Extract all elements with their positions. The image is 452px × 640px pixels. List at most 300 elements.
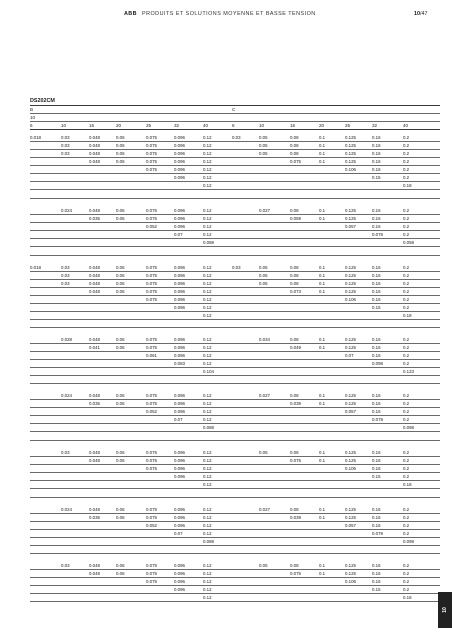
- table-cell: 0.05: [259, 450, 268, 455]
- table-cell: 0.048: [89, 159, 100, 164]
- table-cell: 0.075: [146, 216, 157, 221]
- table-cell: 0.16: [372, 401, 381, 406]
- table-cell: 0.1: [319, 393, 326, 398]
- table-cell: 0.024: [61, 393, 72, 398]
- side-tab[interactable]: [438, 592, 452, 628]
- table-cell: 0.12: [203, 579, 212, 584]
- table-cell: 0.05: [259, 265, 268, 270]
- table-cell: 0.088: [203, 539, 214, 544]
- table-cell: 0.048: [89, 281, 100, 286]
- page-total: /47: [420, 11, 428, 17]
- amp-rule: [30, 121, 440, 122]
- table-cell: 0.08: [290, 563, 299, 568]
- table-cell: 0.075: [146, 571, 157, 576]
- row-rule: [30, 480, 440, 481]
- table-cell: 0.12: [203, 183, 212, 188]
- table-cell: 0.16: [372, 273, 381, 278]
- table-cell: 0.16: [372, 393, 381, 398]
- table-cell: 0.08: [290, 281, 299, 286]
- page-header: [0, 11, 452, 21]
- table-cell: 0.2: [403, 151, 410, 156]
- table-cell: 0.06: [116, 143, 125, 148]
- brand-logo: ABB: [124, 11, 137, 17]
- table-cell: 0.125: [345, 515, 356, 520]
- table-cell: 0.1: [319, 458, 326, 463]
- table-cell: 0.073: [290, 289, 301, 294]
- table-cell: 0.06: [116, 289, 125, 294]
- table-cell: 0.16: [372, 208, 381, 213]
- table-cell: 0.03: [232, 135, 241, 140]
- table-cell: 0.075: [290, 571, 301, 576]
- table-cell: 0.12: [203, 523, 212, 528]
- table-cell: 0.07: [345, 353, 354, 358]
- row-rule: [30, 222, 440, 223]
- table-cell: 0.12: [203, 297, 212, 302]
- table-cell: 0.1: [319, 208, 326, 213]
- table-cell: 0.125: [345, 571, 356, 576]
- table-cell: 0.027: [259, 507, 270, 512]
- table-cell: 0.096: [174, 224, 185, 229]
- table-cell: 0.075: [146, 401, 157, 406]
- table-cell: 0.075: [146, 345, 157, 350]
- table-cell: 0.06: [116, 571, 125, 576]
- column-header: 40: [203, 123, 209, 128]
- table-cell: 0.06: [116, 401, 125, 406]
- table-cell: 0.096: [174, 353, 185, 358]
- table-cell: 0.034: [259, 337, 270, 342]
- row-rule: [30, 295, 440, 296]
- table-cell: 0.096: [174, 297, 185, 302]
- table-cell: 0.08: [290, 273, 299, 278]
- table-cell: 0.2: [403, 345, 410, 350]
- table-cell: 0.2: [403, 507, 410, 512]
- table-cell: 0.2: [403, 417, 410, 422]
- table-cell: 0.088: [203, 240, 214, 245]
- table-cell: 0.06: [116, 216, 125, 221]
- table-cell: 0.12: [203, 353, 212, 358]
- column-header: 16: [89, 123, 95, 128]
- table-cell: 0.088: [203, 425, 214, 430]
- table-cell: 0.08: [290, 337, 299, 342]
- amp-label: 10: [30, 115, 36, 120]
- table-cell: 0.048: [89, 458, 100, 463]
- table-cell: 0.078: [372, 417, 383, 422]
- section-gap-rule: [30, 497, 440, 498]
- table-cell: 0.075: [146, 507, 157, 512]
- table-cell: 0.096: [174, 265, 185, 270]
- table-cell: 0.03: [61, 563, 70, 568]
- table-cell: 0.12: [203, 571, 212, 576]
- table-cell: 0.096: [174, 151, 185, 156]
- table-cell: 0.06: [116, 208, 125, 213]
- table-cell: 0.096: [174, 579, 185, 584]
- table-cell: 0.075: [146, 563, 157, 568]
- table-cell: 0.123: [403, 369, 414, 374]
- table-cell: 0.052: [146, 224, 157, 229]
- table-cell: 0.06: [116, 563, 125, 568]
- table-cell: 0.16: [372, 297, 381, 302]
- table-cell: 0.1: [319, 135, 326, 140]
- row-rule: [30, 141, 440, 142]
- table-cell: 0.057: [345, 409, 356, 414]
- table-cell: 0.12: [203, 273, 212, 278]
- row-rule: [30, 585, 440, 586]
- table-cell: 0.12: [203, 474, 212, 479]
- page-number: [414, 11, 428, 17]
- table-cell: 0.06: [116, 393, 125, 398]
- table-cell: 0.06: [116, 265, 125, 270]
- table-cell: 0.16: [372, 224, 381, 229]
- table-cell: 0.048: [89, 393, 100, 398]
- table-cell: 0.125: [345, 216, 356, 221]
- table-cell: 0.096: [174, 587, 185, 592]
- table-cell: 0.048: [89, 208, 100, 213]
- table-cell: 0.125: [345, 135, 356, 140]
- table-cell: 0.075: [146, 579, 157, 584]
- table-cell: 0.096: [174, 345, 185, 350]
- row-rule: [30, 431, 440, 432]
- table-cell: 0.096: [174, 393, 185, 398]
- table-cell: 0.16: [372, 159, 381, 164]
- table-cell: 0.096: [174, 135, 185, 140]
- column-header: 40: [403, 123, 409, 128]
- section-gap-rule: [30, 440, 440, 441]
- table-cell: 0.08: [290, 265, 299, 270]
- table-cell: 0.1: [319, 450, 326, 455]
- table-cell: 0.12: [203, 208, 212, 213]
- row-rule: [30, 529, 440, 530]
- section-gap-rule: [30, 383, 440, 384]
- table-cell: 0.2: [403, 297, 410, 302]
- table-cell: 0.12: [203, 531, 212, 536]
- table-cell: 0.12: [203, 289, 212, 294]
- table-cell: 0.075: [146, 450, 157, 455]
- table-cell: 0.2: [403, 401, 410, 406]
- table-cell: 0.16: [372, 281, 381, 286]
- table-cell: 0.2: [403, 409, 410, 414]
- table-cell: 0.106: [345, 297, 356, 302]
- table-cell: 0.2: [403, 265, 410, 270]
- table-cell: 0.06: [116, 273, 125, 278]
- table-cell: 0.2: [403, 208, 410, 213]
- table-cell: 0.048: [89, 151, 100, 156]
- table-cell: 0.2: [403, 175, 410, 180]
- table-cell: 0.035: [89, 515, 100, 520]
- table-cell: 0.12: [203, 175, 212, 180]
- table-cell: 0.03: [61, 151, 70, 156]
- row-rule: [30, 230, 440, 231]
- table-cell: 0.12: [203, 313, 212, 318]
- row-rule: [30, 456, 440, 457]
- table-cell: 0.18: [403, 595, 412, 600]
- table-cell: 0.1: [319, 281, 326, 286]
- table-cell: 0.07: [174, 232, 183, 237]
- table-cell: 0.12: [203, 393, 212, 398]
- table-cell: 0.1: [319, 507, 326, 512]
- column-header: 20: [116, 123, 122, 128]
- table-cell: 0.16: [372, 337, 381, 342]
- table-cell: 0.12: [203, 563, 212, 568]
- table-cell: 0.12: [203, 216, 212, 221]
- row-rule: [30, 157, 440, 158]
- group-c-label: C: [232, 107, 236, 112]
- row-rule: [30, 601, 440, 602]
- column-header: 32: [372, 123, 378, 128]
- table-cell: 0.075: [146, 151, 157, 156]
- row-rule: [30, 537, 440, 538]
- table-cell: 0.035: [89, 401, 100, 406]
- table-cell: 0.08: [290, 135, 299, 140]
- table-cell: 0.12: [203, 595, 212, 600]
- table-cell: 0.1: [319, 273, 326, 278]
- table-cell: 0.1: [319, 337, 326, 342]
- table-cell: 0.2: [403, 337, 410, 342]
- table-cell: 0.08: [290, 507, 299, 512]
- table-cell: 0.08: [290, 450, 299, 455]
- table-cell: 0.05: [259, 273, 268, 278]
- table-cell: 0.096: [174, 305, 185, 310]
- table-cell: 0.125: [345, 458, 356, 463]
- table-cell: 0.096: [174, 273, 185, 278]
- table-cell: 0.096: [174, 450, 185, 455]
- row-rule: [30, 367, 440, 368]
- table-cell: 0.096: [174, 143, 185, 148]
- table-cell: 0.075: [146, 281, 157, 286]
- table-cell: 0.2: [403, 458, 410, 463]
- table-cell: 0.2: [403, 135, 410, 140]
- table-cell: 0.06: [116, 458, 125, 463]
- table-cell: 0.2: [403, 159, 410, 164]
- table-cell: 0.018: [30, 135, 41, 140]
- table-cell: 0.2: [403, 523, 410, 528]
- table-cell: 0.06: [116, 281, 125, 286]
- row-rule: [30, 279, 440, 280]
- table-cell: 0.18: [403, 313, 412, 318]
- table-cell: 0.2: [403, 450, 410, 455]
- table-cell: 0.041: [89, 345, 100, 350]
- section-gap-rule: [30, 255, 440, 256]
- table-cell: 0.075: [146, 208, 157, 213]
- table-cell: 0.03: [61, 265, 70, 270]
- table-cell: 0.2: [403, 571, 410, 576]
- table-cell: 0.059: [290, 216, 301, 221]
- table-cell: 0.16: [372, 450, 381, 455]
- table-cell: 0.096: [174, 281, 185, 286]
- table-cell: 0.075: [146, 265, 157, 270]
- table-cell: 0.12: [203, 305, 212, 310]
- table-cell: 0.2: [403, 579, 410, 584]
- table-cell: 0.2: [403, 361, 410, 366]
- table-cell: 0.024: [61, 507, 72, 512]
- table-cell: 0.1: [319, 571, 326, 576]
- table-cell: 0.057: [345, 523, 356, 528]
- table-cell: 0.106: [345, 579, 356, 584]
- row-rule: [30, 407, 440, 408]
- table-cell: 0.12: [203, 281, 212, 286]
- table-cell: 0.12: [203, 151, 212, 156]
- table-cell: 0.1: [319, 265, 326, 270]
- table-cell: 0.075: [146, 337, 157, 342]
- table-cell: 0.106: [345, 167, 356, 172]
- table-cell: 0.16: [372, 571, 381, 576]
- table-cell: 0.083: [174, 361, 185, 366]
- table-cell: 0.075: [146, 135, 157, 140]
- table-cell: 0.024: [61, 208, 72, 213]
- table-cell: 0.12: [203, 232, 212, 237]
- table-cell: 0.2: [403, 353, 410, 358]
- table-cell: 0.048: [89, 135, 100, 140]
- table-cell: 0.075: [290, 159, 301, 164]
- table-cell: 0.096: [174, 563, 185, 568]
- row-rule: [30, 472, 440, 473]
- table-cell: 0.2: [403, 474, 410, 479]
- page-current: 10: [414, 11, 420, 17]
- table-cell: 0.16: [372, 345, 381, 350]
- table-cell: 0.096: [174, 523, 185, 528]
- table-cell: 0.075: [146, 143, 157, 148]
- table-cell: 0.2: [403, 563, 410, 568]
- table-cell: 0.028: [61, 337, 72, 342]
- table-cell: 0.12: [203, 265, 212, 270]
- table-cell: 0.16: [372, 167, 381, 172]
- table-cell: 0.2: [403, 515, 410, 520]
- table-cell: 0.057: [345, 224, 356, 229]
- product-code: DS202CM: [30, 98, 55, 104]
- table-cell: 0.2: [403, 232, 410, 237]
- table-cell: 0.078: [372, 531, 383, 536]
- table-cell: 0.12: [203, 417, 212, 422]
- table-cell: 0.16: [372, 409, 381, 414]
- table-cell: 0.1: [319, 143, 326, 148]
- table-cell: 0.096: [174, 515, 185, 520]
- group-b-label: B: [30, 107, 34, 112]
- table-cell: 0.08: [290, 208, 299, 213]
- table-cell: 0.096: [174, 466, 185, 471]
- table-cell: 0.03: [61, 450, 70, 455]
- table-cell: 0.075: [146, 393, 157, 398]
- table-cell: 0.125: [345, 151, 356, 156]
- table-cell: 0.125: [345, 265, 356, 270]
- table-cell: 0.12: [203, 409, 212, 414]
- table-cell: 0.2: [403, 393, 410, 398]
- table-cell: 0.12: [203, 482, 212, 487]
- table-cell: 0.096: [174, 159, 185, 164]
- table-cell: 0.2: [403, 531, 410, 536]
- table-cell: 0.03: [232, 265, 241, 270]
- table-cell: 0.2: [403, 466, 410, 471]
- table-cell: 0.075: [146, 458, 157, 463]
- table-cell: 0.1: [319, 345, 326, 350]
- section-gap-rule: [30, 198, 440, 199]
- table-cell: 0.096: [174, 507, 185, 512]
- table-cell: 0.2: [403, 167, 410, 172]
- table-cell: 0.15: [372, 587, 381, 592]
- table-cell: 0.125: [345, 159, 356, 164]
- section-gap-rule: [30, 553, 440, 554]
- table-cell: 0.048: [89, 337, 100, 342]
- table-cell: 0.125: [345, 289, 356, 294]
- header-title: PRODUITS ET SOLUTIONS MOYENNE ET BASSE TENSION: [142, 11, 316, 17]
- table-cell: 0.16: [372, 289, 381, 294]
- table-cell: 0.2: [403, 289, 410, 294]
- row-rule: [30, 359, 440, 360]
- table-cell: 0.1: [319, 151, 326, 156]
- table-cell: 0.096: [174, 216, 185, 221]
- table-cell: 0.075: [146, 515, 157, 520]
- table-cell: 0.16: [372, 151, 381, 156]
- row-rule: [30, 287, 440, 288]
- table-cell: 0.2: [403, 281, 410, 286]
- table-cell: 0.048: [89, 563, 100, 568]
- row-rule: [30, 375, 440, 376]
- table-top-rule: [30, 105, 440, 106]
- table-cell: 0.12: [203, 143, 212, 148]
- table-cell: 0.075: [290, 458, 301, 463]
- row-rule: [30, 351, 440, 352]
- row-rule: [30, 577, 440, 578]
- table-cell: 0.104: [203, 369, 214, 374]
- table-cell: 0.096: [174, 289, 185, 294]
- row-rule: [30, 311, 440, 312]
- table-cell: 0.075: [146, 297, 157, 302]
- table-cell: 0.061: [146, 353, 157, 358]
- table-cell: 0.125: [345, 507, 356, 512]
- row-rule: [30, 319, 440, 320]
- row-rule: [30, 181, 440, 182]
- table-cell: 0.096: [174, 167, 185, 172]
- table-cell: 0.048: [89, 571, 100, 576]
- table-cell: 0.08: [290, 151, 299, 156]
- row-rule: [30, 149, 440, 150]
- table-cell: 0.12: [203, 507, 212, 512]
- table-cell: 0.1: [319, 289, 326, 294]
- table-cell: 0.2: [403, 305, 410, 310]
- column-header: 32: [174, 123, 180, 128]
- column-header: 16: [290, 123, 296, 128]
- table-cell: 0.16: [372, 216, 381, 221]
- row-rule: [30, 521, 440, 522]
- table-cell: 0.1: [319, 401, 326, 406]
- table-cell: 0.16: [372, 579, 381, 584]
- table-cell: 0.027: [259, 208, 270, 213]
- table-cell: 0.048: [89, 507, 100, 512]
- row-rule: [30, 415, 440, 416]
- table-cell: 0.08: [290, 393, 299, 398]
- table-cell: 0.096: [174, 401, 185, 406]
- table-cell: 0.05: [259, 143, 268, 148]
- table-cell: 0.096: [174, 474, 185, 479]
- table-cell: 0.08: [290, 143, 299, 148]
- table-cell: 0.12: [203, 345, 212, 350]
- table-cell: 0.06: [116, 345, 125, 350]
- table-cell: 0.12: [203, 401, 212, 406]
- table-cell: 0.15: [372, 305, 381, 310]
- table-cell: 0.12: [203, 587, 212, 592]
- table-cell: 0.2: [403, 224, 410, 229]
- table-cell: 0.1: [319, 216, 326, 221]
- table-cell: 0.075: [146, 466, 157, 471]
- column-header: 25: [146, 123, 152, 128]
- table-cell: 0.125: [345, 563, 356, 568]
- table-cell: 0.03: [61, 143, 70, 148]
- table-cell: 0.16: [372, 563, 381, 568]
- table-cell: 0.16: [372, 466, 381, 471]
- row-rule: [30, 165, 440, 166]
- table-cell: 0.125: [345, 337, 356, 342]
- table-cell: 0.05: [259, 135, 268, 140]
- table-cell: 0.16: [372, 143, 381, 148]
- table-cell: 0.075: [146, 289, 157, 294]
